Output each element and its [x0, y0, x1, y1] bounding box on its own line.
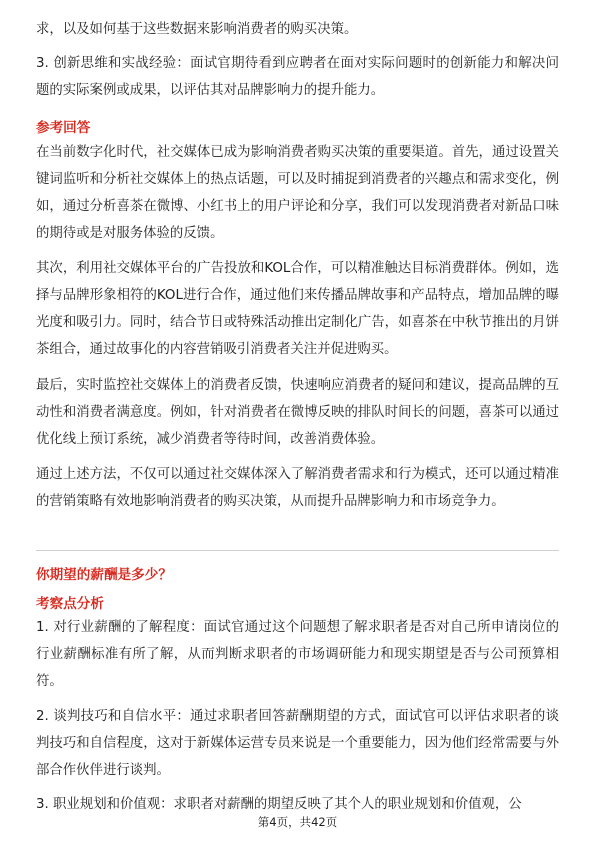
- intro-point-3: 3. 创新思维和实战经验：面试官期待看到应聘者在面对实际问题时的创新能力和解决问题的实际案例或成果，以评估其对品牌影响力的提升能力。: [36, 56, 559, 98]
- analysis-heading: 考察点分析: [36, 596, 104, 612]
- page-footer: 第4页，共42页: [257, 815, 338, 829]
- answer-paragraph-4: 通过上述方法，不仅可以通过社交媒体深入了解消费者需求和行为模式，还可以通过精准的营销策略有效地影响消费者的购买决策，从而提升品牌影响力和市场竞争力。: [36, 467, 559, 509]
- analysis-point-1: 1. 对行业薪酬的了解程度：面试官通过这个问题想了解求职者是否对自己所申请岗位的行业薪酬标准有所了解，从而判断求职者的市场调研能力和现实期望是否与公司预算相符。: [36, 620, 559, 689]
- intro-continuation: 求，以及如何基于这些数据来影响消费者的购买决策。: [36, 22, 358, 37]
- section-divider: [36, 550, 559, 551]
- question-title: 你期望的薪酬是多少？: [36, 567, 172, 583]
- answer-paragraph-1: 在当前数字化时代，社交媒体已成为影响消费者购买决策的重要渠道。首先，通过设置关键词监听和分析社交媒体上的热点话题，可以及时捕捉到消费者的兴趣点和需求变化，例如，通过分析喜茶在微博、小红书上的用户评论和分享，我们可以发现消费者对新品口味的期待或是对服务体验的反馈。: [36, 145, 559, 241]
- answer-heading: 参考回答: [36, 120, 91, 136]
- analysis-point-2: 2. 谈判技巧和自信水平：通过求职者回答薪酬期望的方式，面试官可以评估求职者的谈判技巧和自信程度，这对于新媒体运营专员来说是一个重要能力，因为他们经常需要与外部合作伙伴进行谈判。: [36, 709, 559, 778]
- analysis-point-3: 3. 职业规划和价值观：求职者对薪酬的期望反映了其个人的职业规划和价值观，公: [36, 797, 522, 812]
- answer-paragraph-2: 其次，利用社交媒体平台的广告投放和KOL合作，可以精准触达目标消费群体。例如，选择与品牌形象相符的KOL进行合作，通过他们来传播品牌故事和产品特点，增加品牌的曝光度和吸引力。同时，结合节日或特殊活动推出定制化广告，如喜茶在中秋节推出的月饼茶组合，通过故事化的内容营销吸引消费者关注并促进购买。: [36, 261, 559, 357]
- answer-paragraph-3: 最后，实时监控社交媒体上的消费者反馈，快速响应消费者的疑问和建议，提高品牌的互动性和消费者满意度。例如，针对消费者在微博反映的排队时间长的问题，喜茶可以通过优化线上预订系统，减少消费者等待时间，改善消费体验。: [36, 378, 559, 447]
